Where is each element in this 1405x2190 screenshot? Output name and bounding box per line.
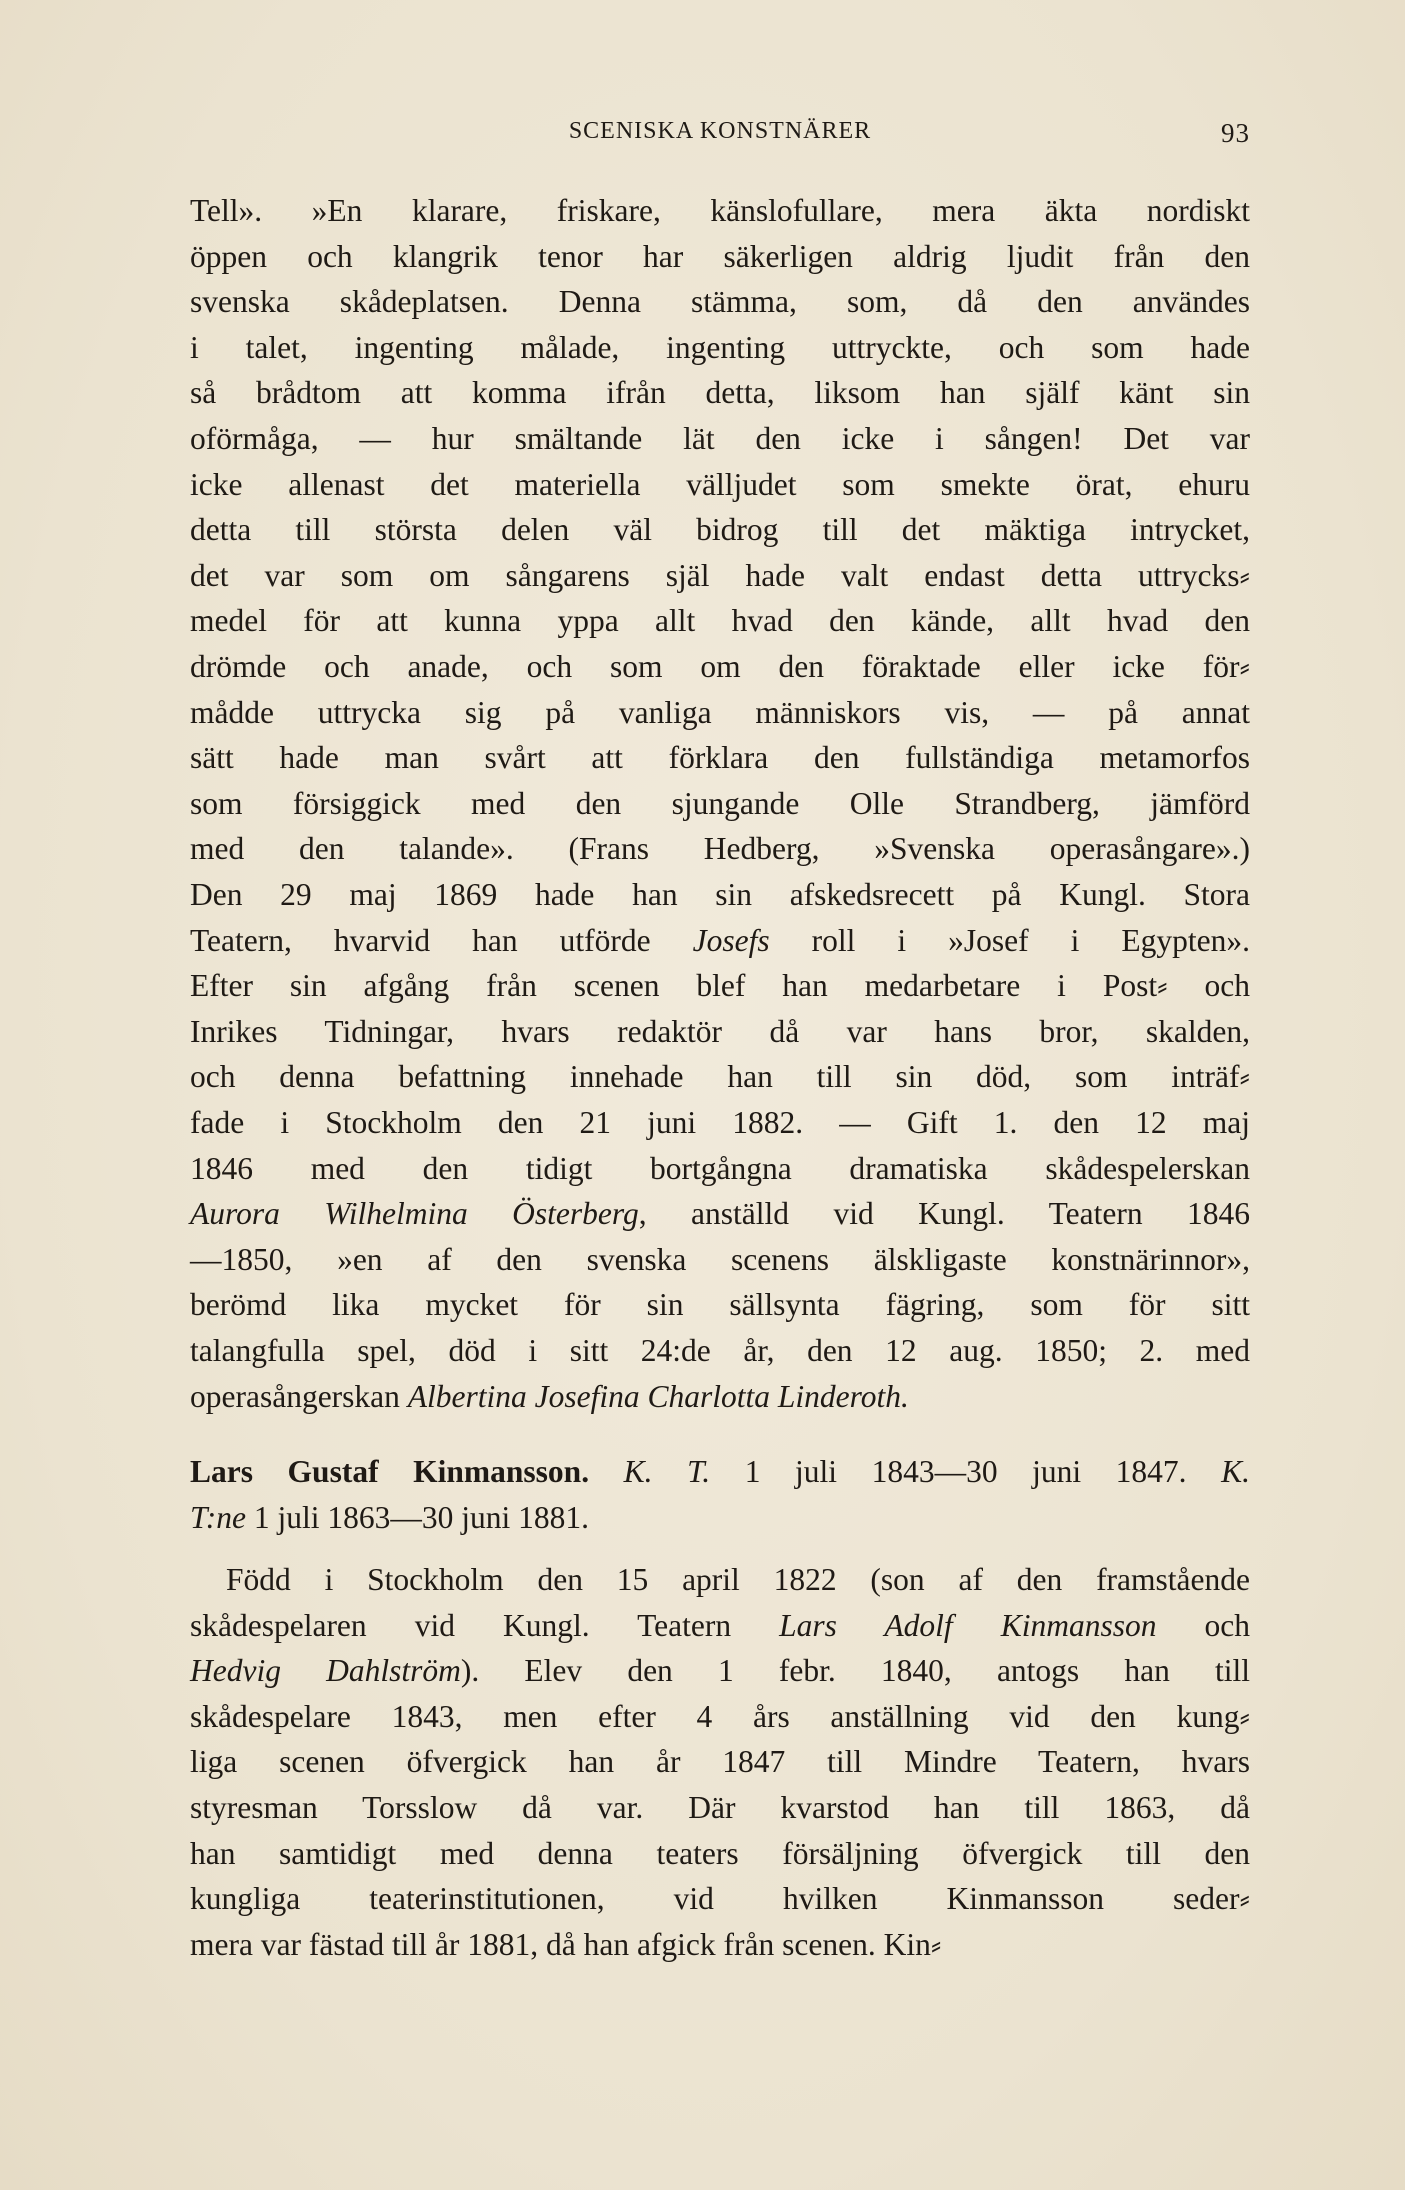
- text-run: Lars Adolf Kinmansson: [779, 1607, 1157, 1643]
- paragraph-line: [190, 370, 1250, 416]
- paragraph-line: [190, 1922, 1250, 1968]
- text-run: K.: [1221, 1454, 1251, 1489]
- paragraph-line: [190, 553, 1250, 599]
- text-run: roll i »Josef i Egypten».: [769, 922, 1250, 958]
- paragraph-line: [190, 598, 1250, 644]
- text-run: Albertina Josefina Charlotta Linderoth.: [407, 1378, 909, 1414]
- text-run: Den 29 maj 1869 hade han sin afskedsrecett på Kungl. Stora: [190, 877, 1250, 912]
- text-run: Aurora Wilhelmina Österberg: [190, 1196, 639, 1232]
- text-run: det var som om sångarens själ hade valt endast detta uttrycks⸗: [190, 557, 1250, 593]
- entry-heading-line: [190, 1495, 1250, 1541]
- paragraph-line: [190, 1100, 1250, 1146]
- paragraph-line: [190, 507, 1250, 553]
- text-run: berömd lika mycket för sin sällsynta fägring, som för sitt: [190, 1287, 1250, 1323]
- text-run: Tell». »En klarare, friskare, känslofullare, mera äkta nordiskt: [190, 193, 1250, 228]
- paragraph-line: [190, 1282, 1250, 1328]
- text-run: svenska skådeplatsen. Denna stämma, som, då den användes: [190, 284, 1250, 320]
- text-run: han samtidigt med denna teaters försäljning öfvergick till den: [190, 1835, 1250, 1871]
- paragraph-line: [190, 462, 1250, 508]
- paragraph-line: [190, 1374, 1250, 1420]
- paragraph-line: [190, 1603, 1250, 1649]
- paragraph-line: [190, 1146, 1250, 1192]
- text-run: oförmåga, — hur smältande lät den icke i sången! Det var: [190, 421, 1250, 456]
- running-head: [190, 118, 1250, 154]
- text-run: K. T.: [623, 1454, 711, 1489]
- text-run: skådespelare 1843, men efter 4 års anställning vid den kung⸗: [190, 1698, 1250, 1734]
- paragraph-line: [190, 1739, 1250, 1785]
- paragraph-line: [190, 872, 1250, 918]
- text-run: sätt hade man svårt att förklara den fullständiga metamorfos: [190, 740, 1250, 776]
- paragraph-line: [190, 1237, 1250, 1283]
- paragraph-line: [190, 1328, 1250, 1374]
- paragraph-line: [190, 279, 1250, 325]
- text-run: med den talande». (Frans Hedberg, »Svenska operasångare».): [190, 831, 1250, 867]
- text-run: drömde och anade, och som om den föraktade eller icke för⸗: [190, 649, 1250, 684]
- text-run: Lars Gustaf Kinmansson.: [190, 1454, 590, 1489]
- text-run: T:ne: [190, 1499, 247, 1535]
- text-run: som försiggick med den sjungande Olle Strandberg, jämförd: [190, 785, 1250, 821]
- text-run: liga scenen öfvergick han år 1847 till Mindre Teatern, hvars: [190, 1744, 1250, 1780]
- text-run: och denna befattning innehade han till sin död, som inträf⸗: [190, 1059, 1250, 1095]
- paragraph-line: [190, 1648, 1250, 1694]
- paragraph-line: [190, 1191, 1250, 1237]
- paragraph-line: [190, 781, 1250, 827]
- paragraph-line: [190, 1831, 1250, 1877]
- paragraph-line: [190, 1009, 1250, 1055]
- paragraph-line: [190, 690, 1250, 736]
- text-run: och: [1156, 1607, 1251, 1643]
- text-run: fade i Stockholm den 21 juni 1882. — Gift 1. den 12 maj: [190, 1105, 1250, 1140]
- paragraph-line: [226, 1557, 1250, 1603]
- text-run: operasångerskan: [190, 1378, 408, 1414]
- text-run: mådde uttrycka sig på vanliga människors vis, — på annat: [190, 694, 1250, 730]
- running-title: SCENISKA KONSTNÄRER: [568, 118, 872, 144]
- text-run: talangfulla spel, död i sitt 24:de år, den 12 aug. 1850; 2. med: [190, 1333, 1250, 1368]
- text-run: öppen och klangrik tenor har säkerligen aldrig ljudit från den: [190, 238, 1250, 274]
- page-number: 93: [1221, 118, 1250, 148]
- text-run: Teatern, hvarvid han utförde: [190, 922, 693, 958]
- paragraph-line: [190, 963, 1250, 1009]
- text-run: Josefs: [692, 922, 770, 958]
- text-run: —1850, »en af den svenska scenens älskligaste konstnärinnor»,: [190, 1241, 1250, 1277]
- text-run: ). Elev den 1 febr. 1840, antogs han till: [460, 1653, 1250, 1689]
- entry-heading-line: [190, 1449, 1250, 1495]
- text-run: 1 juli 1863—30 juni 1881.: [246, 1499, 590, 1535]
- text-run: skådespelaren vid Kungl. Teatern: [190, 1607, 780, 1643]
- paragraph-line: [190, 644, 1250, 690]
- paragraph-line: [190, 325, 1250, 371]
- paragraph-line: [190, 1876, 1250, 1922]
- paragraph-line: [190, 826, 1250, 872]
- text-run: så brådtom att komma ifrån detta, liksom han själf känt sin: [190, 375, 1250, 411]
- text-run: Hedvig Dahlström: [190, 1653, 461, 1689]
- text-run: [589, 1454, 624, 1489]
- paragraph-line: [190, 188, 1250, 234]
- text-run: i talet, ingenting målade, ingenting uttryckte, och som hade: [190, 329, 1250, 365]
- text-run: kungliga teaterinstitutionen, vid hvilken Kinmansson seder⸗: [190, 1881, 1250, 1917]
- text-run: 1 juli 1843—30 juni 1847.: [710, 1454, 1222, 1489]
- paragraph-line: [190, 735, 1250, 781]
- text-run: detta till största delen väl bidrog till det mäktiga intrycket,: [190, 512, 1250, 548]
- text-run: Född i Stockholm den 15 april 1822 (son af den framstående: [226, 1562, 1250, 1597]
- paragraph-line: [190, 1694, 1250, 1740]
- paragraph-line: [190, 1785, 1250, 1831]
- paragraph-line: [190, 918, 1250, 964]
- text-run: styresman Torsslow då var. Där kvarstod han till 1863, då: [190, 1790, 1250, 1825]
- text-run: mera var fästad till år 1881, då han afgick från scenen. Kin⸗: [190, 1926, 942, 1962]
- paragraph-line: [190, 1054, 1250, 1100]
- text-run: Inrikes Tidningar, hvars redaktör då var hans bror, skalden,: [190, 1013, 1250, 1049]
- text-run: icke allenast det materiella välljudet som smekte örat, ehuru: [190, 466, 1250, 502]
- paragraph-line: [190, 234, 1250, 280]
- text-run: medel för att kunna yppa allt hvad den kände, allt hvad den: [190, 603, 1250, 639]
- paragraph-line: [190, 416, 1250, 462]
- text-run: 1846 med den tidigt bortgångna dramatiska skådespelerskan: [190, 1150, 1250, 1186]
- text-run: , anställd vid Kungl. Teatern 1846: [638, 1196, 1250, 1232]
- text-run: Efter sin afgång från scenen blef han medarbetare i Post⸗ och: [190, 968, 1250, 1004]
